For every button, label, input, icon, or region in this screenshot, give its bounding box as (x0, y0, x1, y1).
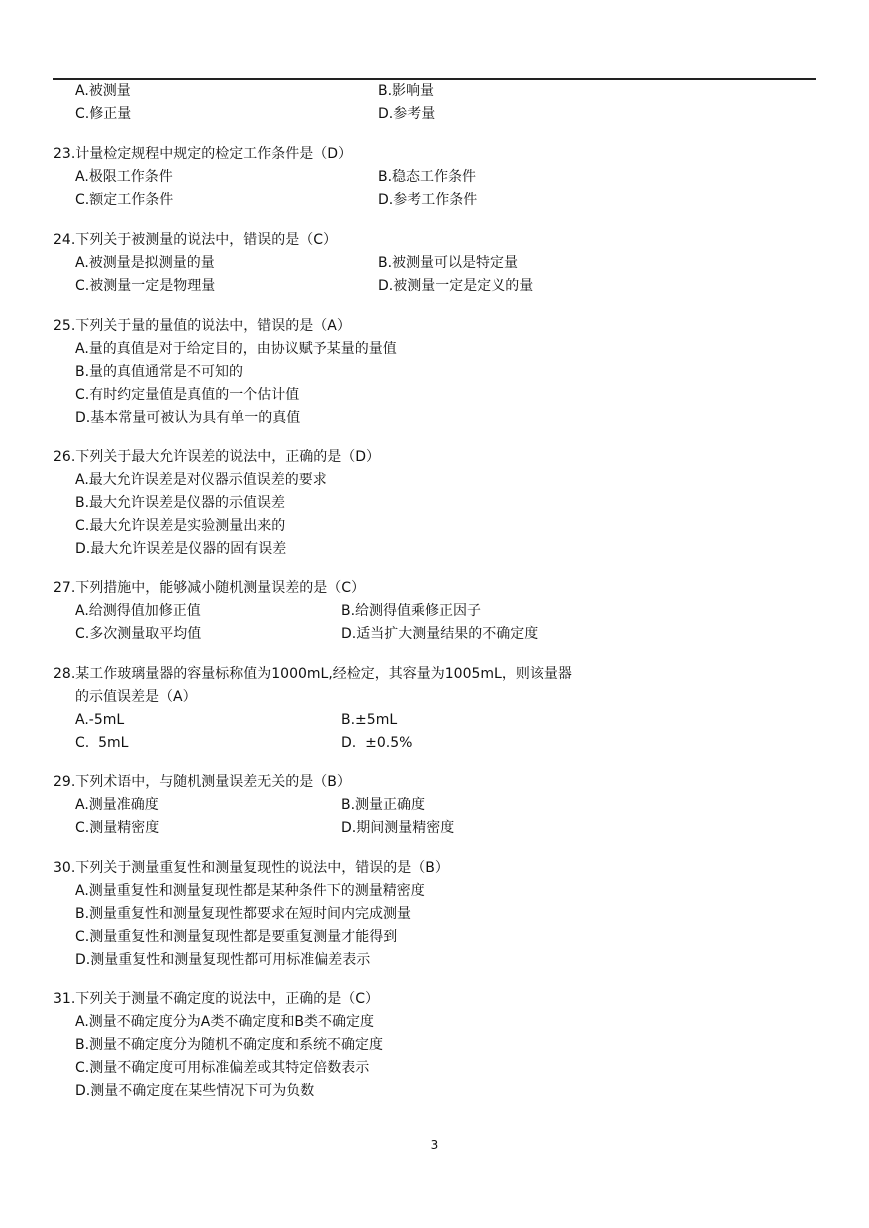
question-24 (53, 229, 813, 298)
question-stem: 30.下列关于测量重复性和测量复现性的说法中，错误的是（B） (53, 860, 449, 876)
option: A.最大允许误差是对仪器示值误差的要求 (75, 472, 327, 488)
option: B.被测量可以是特定量 (378, 255, 519, 271)
option: C. 5mL (75, 735, 129, 751)
option: B.测量不确定度分为随机不确定度和系统不确定度 (75, 1037, 384, 1053)
option: B.测量正确度 (341, 797, 426, 813)
option: D.基本常量可被认为具有单一的真值 (75, 410, 301, 426)
option: C.被测量一定是物理量 (75, 278, 216, 294)
option: A.被测量 (75, 83, 131, 99)
question-stem: 23.计量检定规程中规定的检定工作条件是（D） (53, 146, 353, 162)
option: B.量的真值通常是不可知的 (75, 364, 244, 380)
option: D.最大允许误差是仪器的固有误差 (75, 541, 287, 557)
question-25 (53, 315, 813, 430)
option: D.被测量一定是定义的量 (378, 278, 534, 294)
option: D.参考量 (378, 106, 436, 122)
question-26 (53, 446, 813, 561)
option: A.测量重复性和测量复现性都是某种条件下的测量精密度 (75, 883, 425, 899)
option: C.修正量 (75, 106, 132, 122)
page-number: 3 (430, 1138, 439, 1152)
option: B.给测得值乘修正因子 (341, 603, 482, 619)
question-stem: 25.下列关于量的量值的说法中，错误的是（A） (53, 318, 351, 334)
question-stem-continued: 的示值误差是（A） (75, 689, 197, 705)
option: B.影响量 (378, 83, 435, 99)
option: A.给测得值加修正值 (75, 603, 201, 619)
question-stem: 26.下列关于最大允许误差的说法中，正确的是（D） (53, 449, 381, 465)
option: D.测量重复性和测量复现性都可用标准偏差表示 (75, 952, 371, 968)
option: A.被测量是拟测量的量 (75, 255, 215, 271)
option: D.期间测量精密度 (341, 820, 455, 836)
option: A.测量准确度 (75, 797, 159, 813)
option: D. ±0.5% (341, 735, 413, 751)
question-stem: 24.下列关于被测量的说法中，错误的是（C） (53, 232, 338, 248)
option: D.参考工作条件 (378, 192, 478, 208)
option: B.测量重复性和测量复现性都要求在短时间内完成测量 (75, 906, 412, 922)
question-stem: 28.某工作玻璃量器的容量标称值为1000mL,经检定，其容量为1005mL，则该量器 (53, 666, 572, 682)
question-stem: 29.下列术语中，与随机测量误差无关的是（B） (53, 774, 351, 790)
option: B.最大允许误差是仪器的示值误差 (75, 495, 286, 511)
option: A.测量不确定度分为A类不确定度和B类不确定度 (75, 1014, 374, 1030)
question-22-continuation (53, 80, 813, 126)
question-30 (53, 857, 813, 972)
option: C.测量精密度 (75, 820, 160, 836)
question-27 (53, 577, 813, 646)
option: A.量的真值是对于给定目的，由协议赋予某量的量值 (75, 341, 397, 357)
option: D.测量不确定度在某些情况下可为负数 (75, 1083, 315, 1099)
question-stem: 31.下列关于测量不确定度的说法中，正确的是（C） (53, 991, 380, 1007)
option: C.有时约定量值是真值的一个估计值 (75, 387, 300, 403)
option: C.最大允许误差是实验测量出来的 (75, 518, 286, 534)
question-23 (53, 143, 813, 212)
option: C.测量重复性和测量复现性都是要重复测量才能得到 (75, 929, 398, 945)
option: D.适当扩大测量结果的不确定度 (341, 626, 539, 642)
option: B.±5mL (341, 712, 398, 728)
option: C.多次测量取平均值 (75, 626, 202, 642)
option: A.-5mL (75, 712, 125, 728)
option: C.测量不确定度可用标准偏差或其特定倍数表示 (75, 1060, 370, 1076)
question-31 (53, 988, 813, 1103)
option: C.额定工作条件 (75, 192, 174, 208)
question-28 (53, 663, 813, 755)
option: B.稳态工作条件 (378, 169, 477, 185)
question-29 (53, 771, 813, 840)
option: A.极限工作条件 (75, 169, 173, 185)
question-stem: 27.下列措施中，能够减小随机测量误差的是（C） (53, 580, 366, 596)
